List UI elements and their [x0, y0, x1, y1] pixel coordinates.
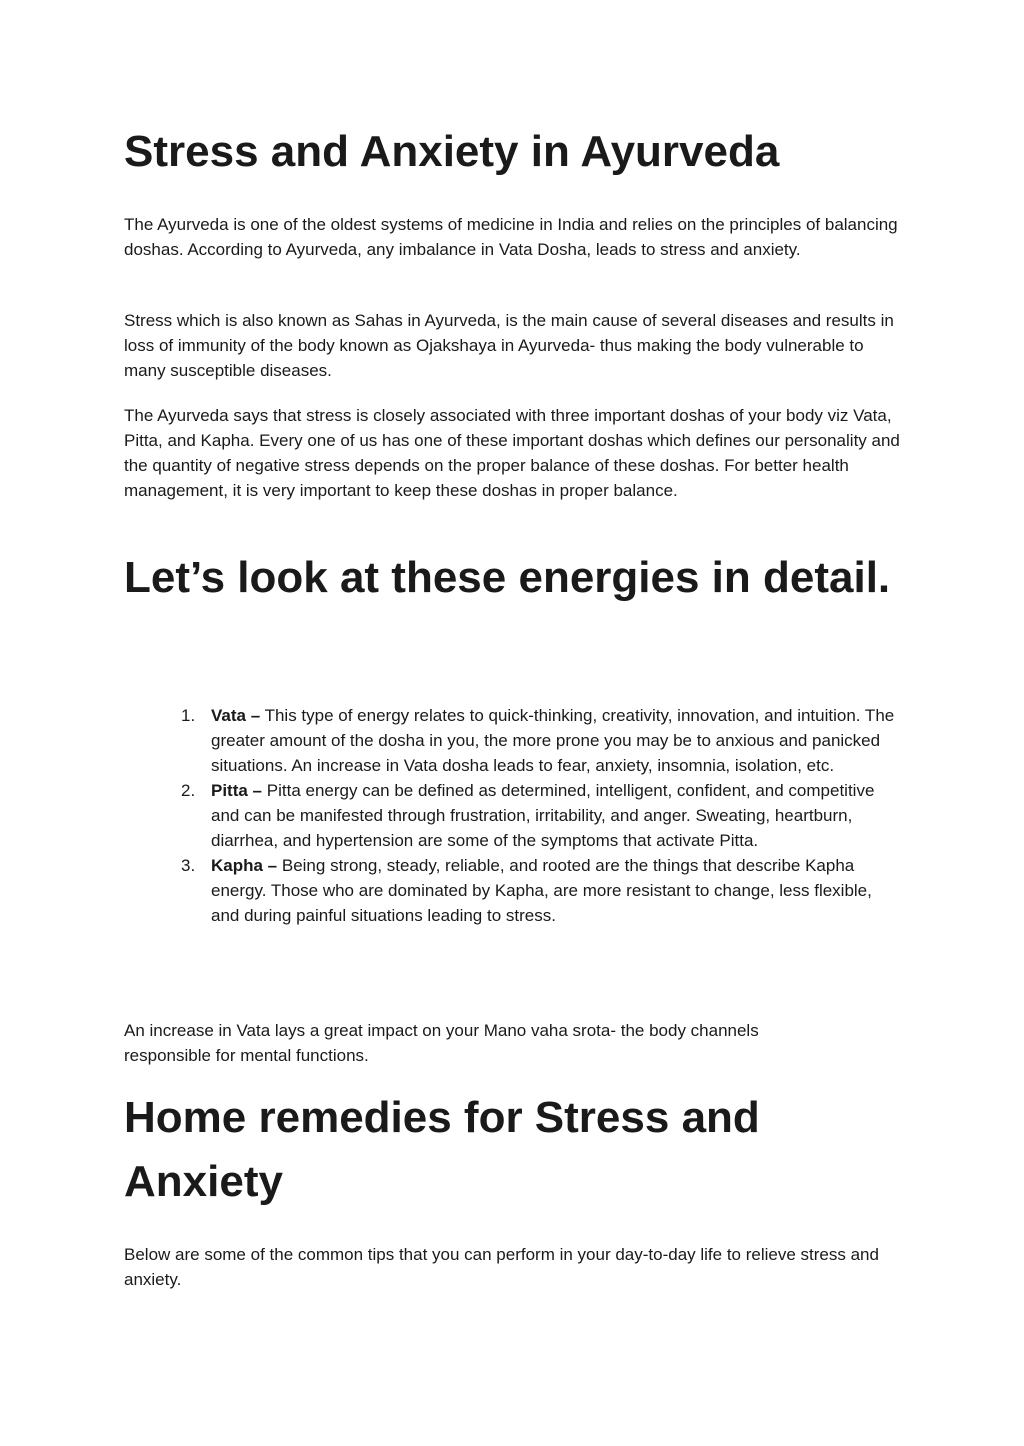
energies-heading: Let’s look at these energies in detail. — [124, 553, 891, 602]
remedies-heading: Home remedies for Stress and Anxiety — [124, 1093, 760, 1206]
list-item-name: Pitta – — [211, 781, 263, 800]
list-item-text: This type of energy relates to quick-thinking, creativity, innovation, and intuition. The greater amount of the dosha in you, the more prone you may be to anxious and panicked situations. An increase in Vata dosha leads to fear, anxiety, insomnia, isolation, etc. — [211, 706, 895, 775]
page-title: Stress and Anxiety in Ayurveda — [124, 127, 780, 176]
vata-paragraph: An increase in Vata lays a great impact on your Mano vaha srota- the body channels responsible for mental functions. — [124, 1021, 759, 1065]
remedies-paragraph: Below are some of the common tips that you can perform in your day-to-day life to relieve stress and anxiety. — [124, 1245, 879, 1289]
list-item-number: 1. — [181, 706, 196, 725]
intro-paragraph-3: The Ayurveda says that stress is closely associated with three important doshas of your body viz Vata, Pitta, and Kapha. Every one of us has one of these important doshas which defines our personality and the quantity of negative stress depends on the proper balance of these doshas. For better health management, it is very important to keep these doshas in proper balance. — [124, 406, 900, 500]
list-item-number: 2. — [181, 781, 196, 800]
list-item — [124, 778, 904, 853]
intro-paragraph-2: Stress which is also known as Sahas in Ayurveda, is the main cause of several diseases and results in loss of immunity of the body known as Ojakshaya in Ayurveda- thus making the body vulnerable to many susceptible diseases. — [124, 311, 894, 380]
list-item-text: Pitta energy can be defined as determined, intelligent, confident, and competitive and can be manifested through frustration, irritability, and anger. Sweating, heartburn, diarrhea, and hypertension are some of the symptoms that activate Pitta. — [211, 781, 875, 850]
list-item-text: Being strong, steady, reliable, and rooted are the things that describe Kapha energy. Those who are dominated by Kapha, are more resistant to change, less flexible, and during painful situations leading to stress. — [211, 856, 872, 925]
list-item — [124, 703, 904, 778]
list-item-number: 3. — [181, 856, 196, 875]
list-item — [124, 853, 904, 928]
energies-list — [124, 703, 904, 928]
list-item-name: Vata – — [211, 706, 261, 725]
list-item-name: Kapha – — [211, 856, 278, 875]
intro-paragraph-1: The Ayurveda is one of the oldest systems of medicine in India and relies on the principles of balancing doshas. According to Ayurveda, any imbalance in Vata Dosha, leads to stress and anxiety. — [124, 215, 898, 259]
